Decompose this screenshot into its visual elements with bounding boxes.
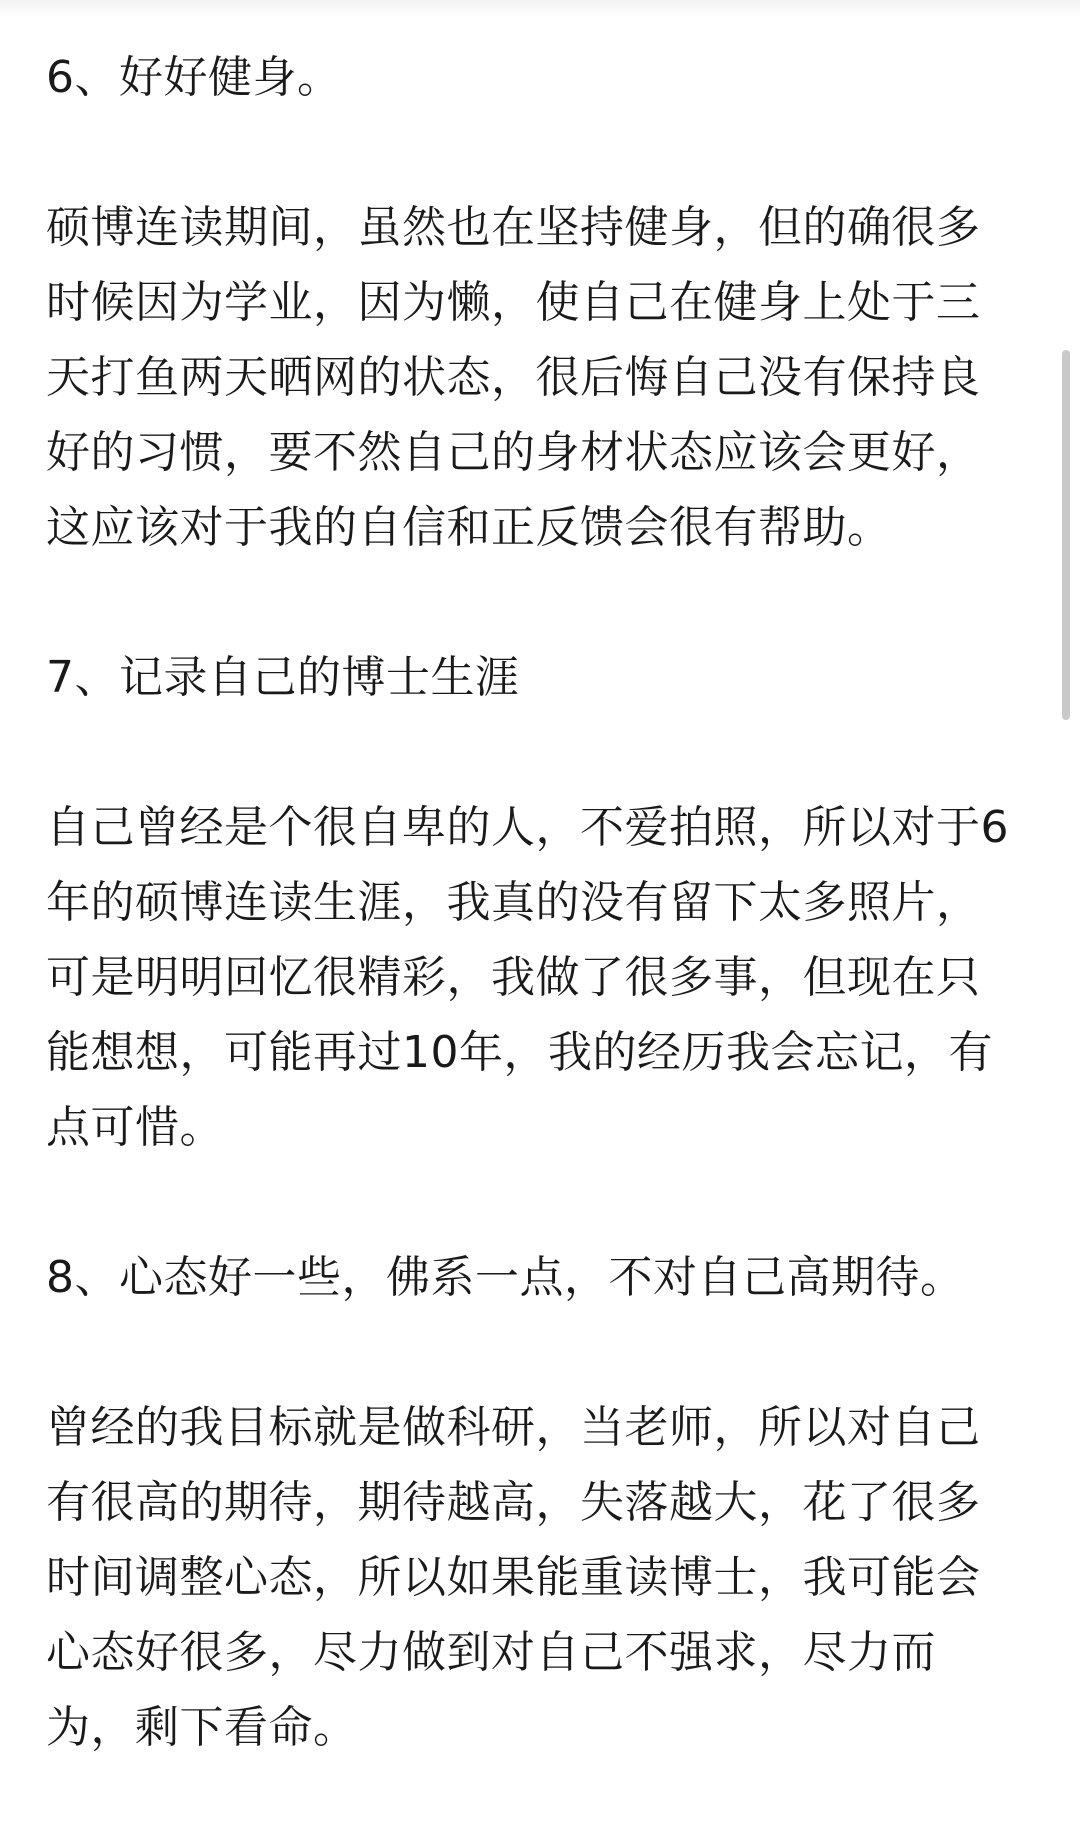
section-8-heading: 8、心态好一些，佛系一点，不对自己高期待。 [46, 1252, 965, 1303]
paragraph-spacer [46, 115, 1016, 190]
vertical-scrollbar[interactable] [1062, 350, 1070, 720]
section-6-heading: 6、好好健身。 [46, 52, 342, 103]
paragraph-spacer [46, 715, 1016, 790]
paragraph-spacer [46, 565, 1016, 640]
section-8-body: 曾经的我目标就是做科研，当老师，所以对自己有很高的期待，期待越高，失落越大，花了很多时间调整心态，所以如果能重读博士，我可能会心态好很多，尽力做到对自己不强求，尽力而为，剩下看命。 [46, 1402, 981, 1753]
paragraph-spacer [46, 1165, 1016, 1240]
paragraph-spacer [46, 1315, 1016, 1390]
section-6-body: 硕博连读期间，虽然也在坚持健身，但的确很多时候因为学业，因为懒，使自己在健身上处于三天打鱼两天晒网的状态，很后悔自己没有保持良好的习惯，要不然自己的身材状态应该会更好，这应该对于我的自信和正反馈会很有帮助。 [46, 202, 981, 553]
top-edge-shadow [0, 0, 1080, 18]
article-content[interactable] [46, 40, 1016, 1765]
section-7-heading: 7、记录自己的博士生涯 [46, 652, 520, 703]
section-7-body: 自己曾经是个很自卑的人，不爱拍照，所以对于6年的硕博连读生涯，我真的没有留下太多照片，可是明明回忆很精彩，我做了很多事，但现在只能想想，可能再过10年，我的经历我会忘记，有点可惜。 [46, 802, 1009, 1153]
